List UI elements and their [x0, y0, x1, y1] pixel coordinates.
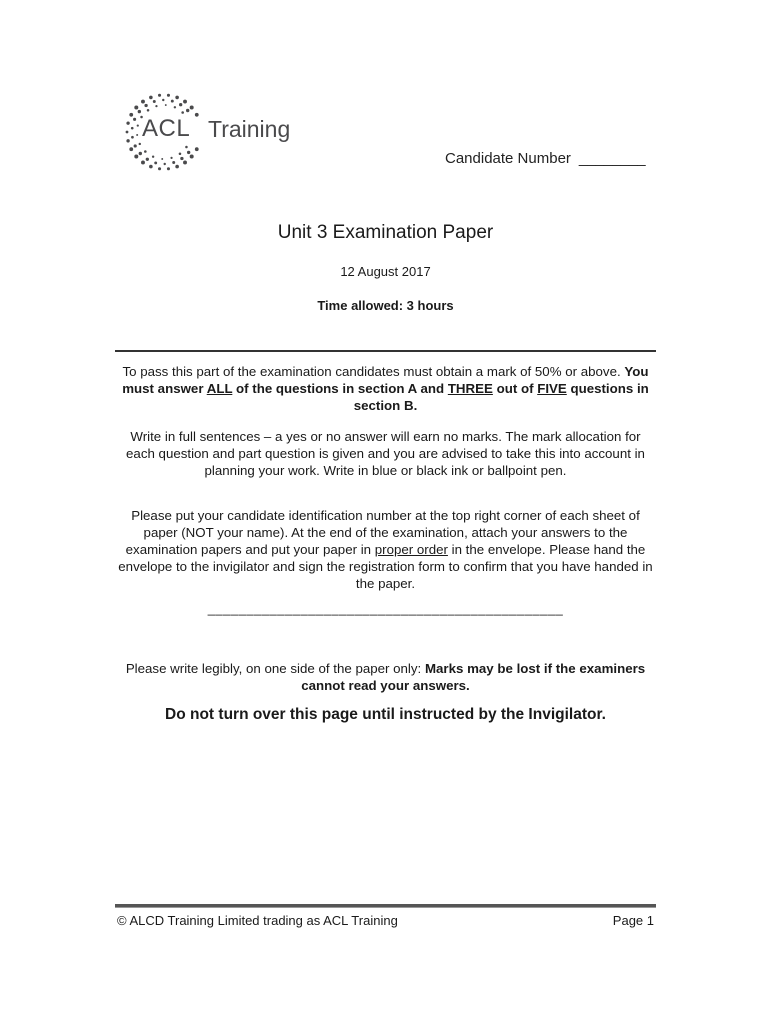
answer-three: THREE: [447, 381, 493, 396]
logo-acl-text: ACL: [142, 115, 191, 142]
marks-lost-warning: Marks may be lost if the examiners cannot read your answers.: [301, 661, 646, 693]
separator-line: ______________________________________________: [207, 601, 564, 616]
candidate-number: [445, 150, 646, 167]
writing-instruction: Write in full sentences – a yes or no answer will earn no marks. The mark allocation for each question and part question is given and you are advised to take this into account in planning your work. Write in blue or black ink or ballpoint pen.: [126, 429, 645, 478]
header-divider: [115, 350, 656, 352]
page-number: Page 1: [612, 913, 654, 928]
candidate-number-label: Candidate Number: [445, 150, 571, 167]
submission-text-2: in the envelope. Please hand the envelope to the invigilator and sign the registration form to confirm that you have handed in the paper.: [118, 542, 653, 591]
footer-copyright: © ALCD Training Limited trading as ACL Training: [117, 913, 398, 928]
answer-text-3: out of: [492, 381, 538, 396]
time-allowed: [115, 298, 656, 313]
time-allowed-text: Time allowed: 3 hours: [317, 298, 454, 313]
pass-mark-text: To pass this part of the examination candidates must obtain a mark of 50% or above.: [122, 364, 625, 379]
answer-text-1: You must answer: [122, 364, 649, 396]
do-not-turn-warning: Do not turn over this page until instructed by the Invigilator.: [165, 706, 606, 723]
legibility-instruction: [115, 660, 656, 694]
exam-date: 12 August 2017: [340, 264, 431, 279]
submission-instruction: [115, 507, 656, 592]
legibility-text: Please write legibly, on one side of the paper only:: [125, 661, 425, 676]
submission-text-1: Please put your candidate identification number at the top right corner of each sheet of paper (NOT your name). At the end of the examination, attach your answers to the examination papers and put your paper in: [125, 508, 640, 557]
answer-all: ALL: [206, 381, 233, 396]
proper-order: proper order: [374, 542, 448, 557]
candidate-number-blank: ________: [578, 150, 646, 167]
footer-divider: [115, 904, 656, 908]
page-title: Unit 3 Examination Paper: [277, 222, 494, 243]
answer-text-4: questions in section B.: [353, 381, 649, 413]
pass-mark-instruction: [115, 363, 656, 414]
answer-text-2: of the questions in section A and: [232, 381, 448, 396]
acl-training-logo: [122, 92, 312, 172]
answer-five: FIVE: [537, 381, 567, 396]
logo-training-text: Training: [208, 116, 291, 142]
